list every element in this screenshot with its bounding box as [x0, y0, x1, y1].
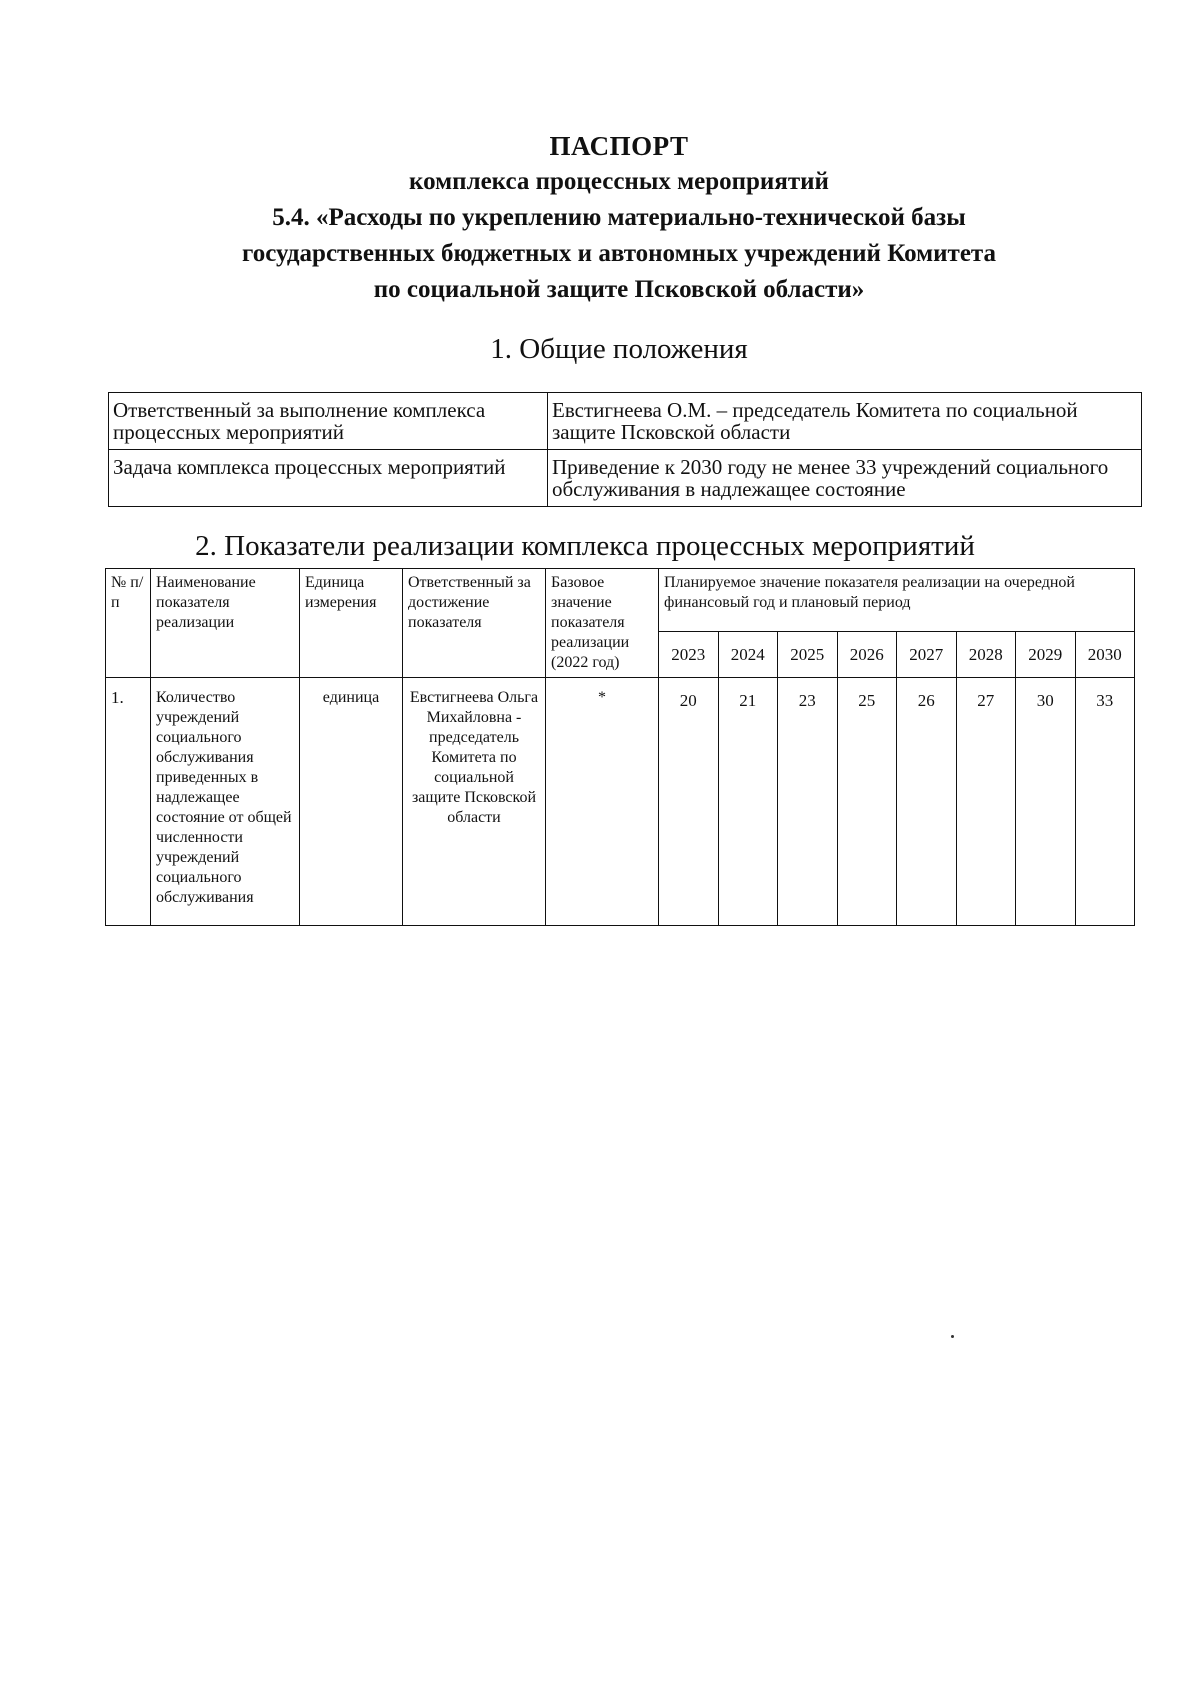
section-2-heading: 2. Показатели реализации комплекса процессных мероприятий — [195, 530, 975, 562]
header-base: Базовое значение показателя реализации (2022 год) — [546, 569, 659, 678]
passport-title — [0, 128, 1200, 308]
section-1-heading: 1. Общие положения — [490, 333, 748, 365]
row-responsible: Евстигнеева Ольга Михайловна - председатель Комитета по социальной защите Псковской области — [403, 678, 546, 926]
title-main: ПАСПОРТ — [549, 131, 689, 161]
header-unit: Единица измерения — [300, 569, 403, 678]
year-2025: 2025 — [778, 632, 838, 678]
table-row — [109, 393, 1142, 450]
row-base-value: * — [546, 678, 659, 926]
responsible-label: Ответственный за выполнение комплекса процессных мероприятий — [109, 393, 548, 450]
year-2024: 2024 — [718, 632, 778, 678]
indicators-table — [105, 568, 1135, 926]
header-name: Наименование показателя реализации — [151, 569, 300, 678]
row-num: 1. — [106, 678, 151, 926]
year-2026: 2026 — [837, 632, 897, 678]
year-2028: 2028 — [956, 632, 1016, 678]
task-value: Приведение к 2030 году не менее 33 учреждений социального обслуживания в надлежащее состояние — [548, 450, 1142, 507]
year-2030: 2030 — [1075, 632, 1135, 678]
scan-speck — [951, 1335, 954, 1338]
table-row — [106, 678, 1135, 926]
row-indicator-name: Количество учреждений социального обслуживания приведенных в надлежащее состояние от общей численности учреждений социального обслуживания — [151, 678, 300, 926]
header-responsible: Ответственный за достижение показателя — [403, 569, 546, 678]
value-2027: 26 — [897, 678, 957, 926]
responsible-value: Евстигнеева О.М. – председатель Комитета по социальной защите Псковской области — [548, 393, 1142, 450]
year-2029: 2029 — [1016, 632, 1076, 678]
header-row — [106, 569, 1135, 632]
header-planned: Планируемое значение показателя реализации на очередной финансовый год и плановый период — [659, 569, 1135, 632]
task-label: Задача комплекса процессных мероприятий — [109, 450, 548, 507]
value-2026: 25 — [837, 678, 897, 926]
value-2029: 30 — [1016, 678, 1076, 926]
year-2023: 2023 — [659, 632, 719, 678]
value-2025: 23 — [778, 678, 838, 926]
title-line-2: 5.4. «Расходы по укреплению материально-технической базы — [272, 204, 966, 231]
header-num: № п/п — [106, 569, 151, 678]
table-row — [109, 450, 1142, 507]
value-2028: 27 — [956, 678, 1016, 926]
value-2030: 33 — [1075, 678, 1135, 926]
year-2027: 2027 — [897, 632, 957, 678]
title-line-1: комплекса процессных мероприятий — [409, 168, 829, 195]
title-line-3: государственных бюджетных и автономных учреждений Комитета — [241, 240, 997, 267]
row-unit: единица — [300, 678, 403, 926]
value-2024: 21 — [718, 678, 778, 926]
general-provisions-table — [108, 392, 1142, 507]
value-2023: 20 — [659, 678, 719, 926]
title-line-4: по социальной защите Псковской области» — [373, 276, 865, 303]
